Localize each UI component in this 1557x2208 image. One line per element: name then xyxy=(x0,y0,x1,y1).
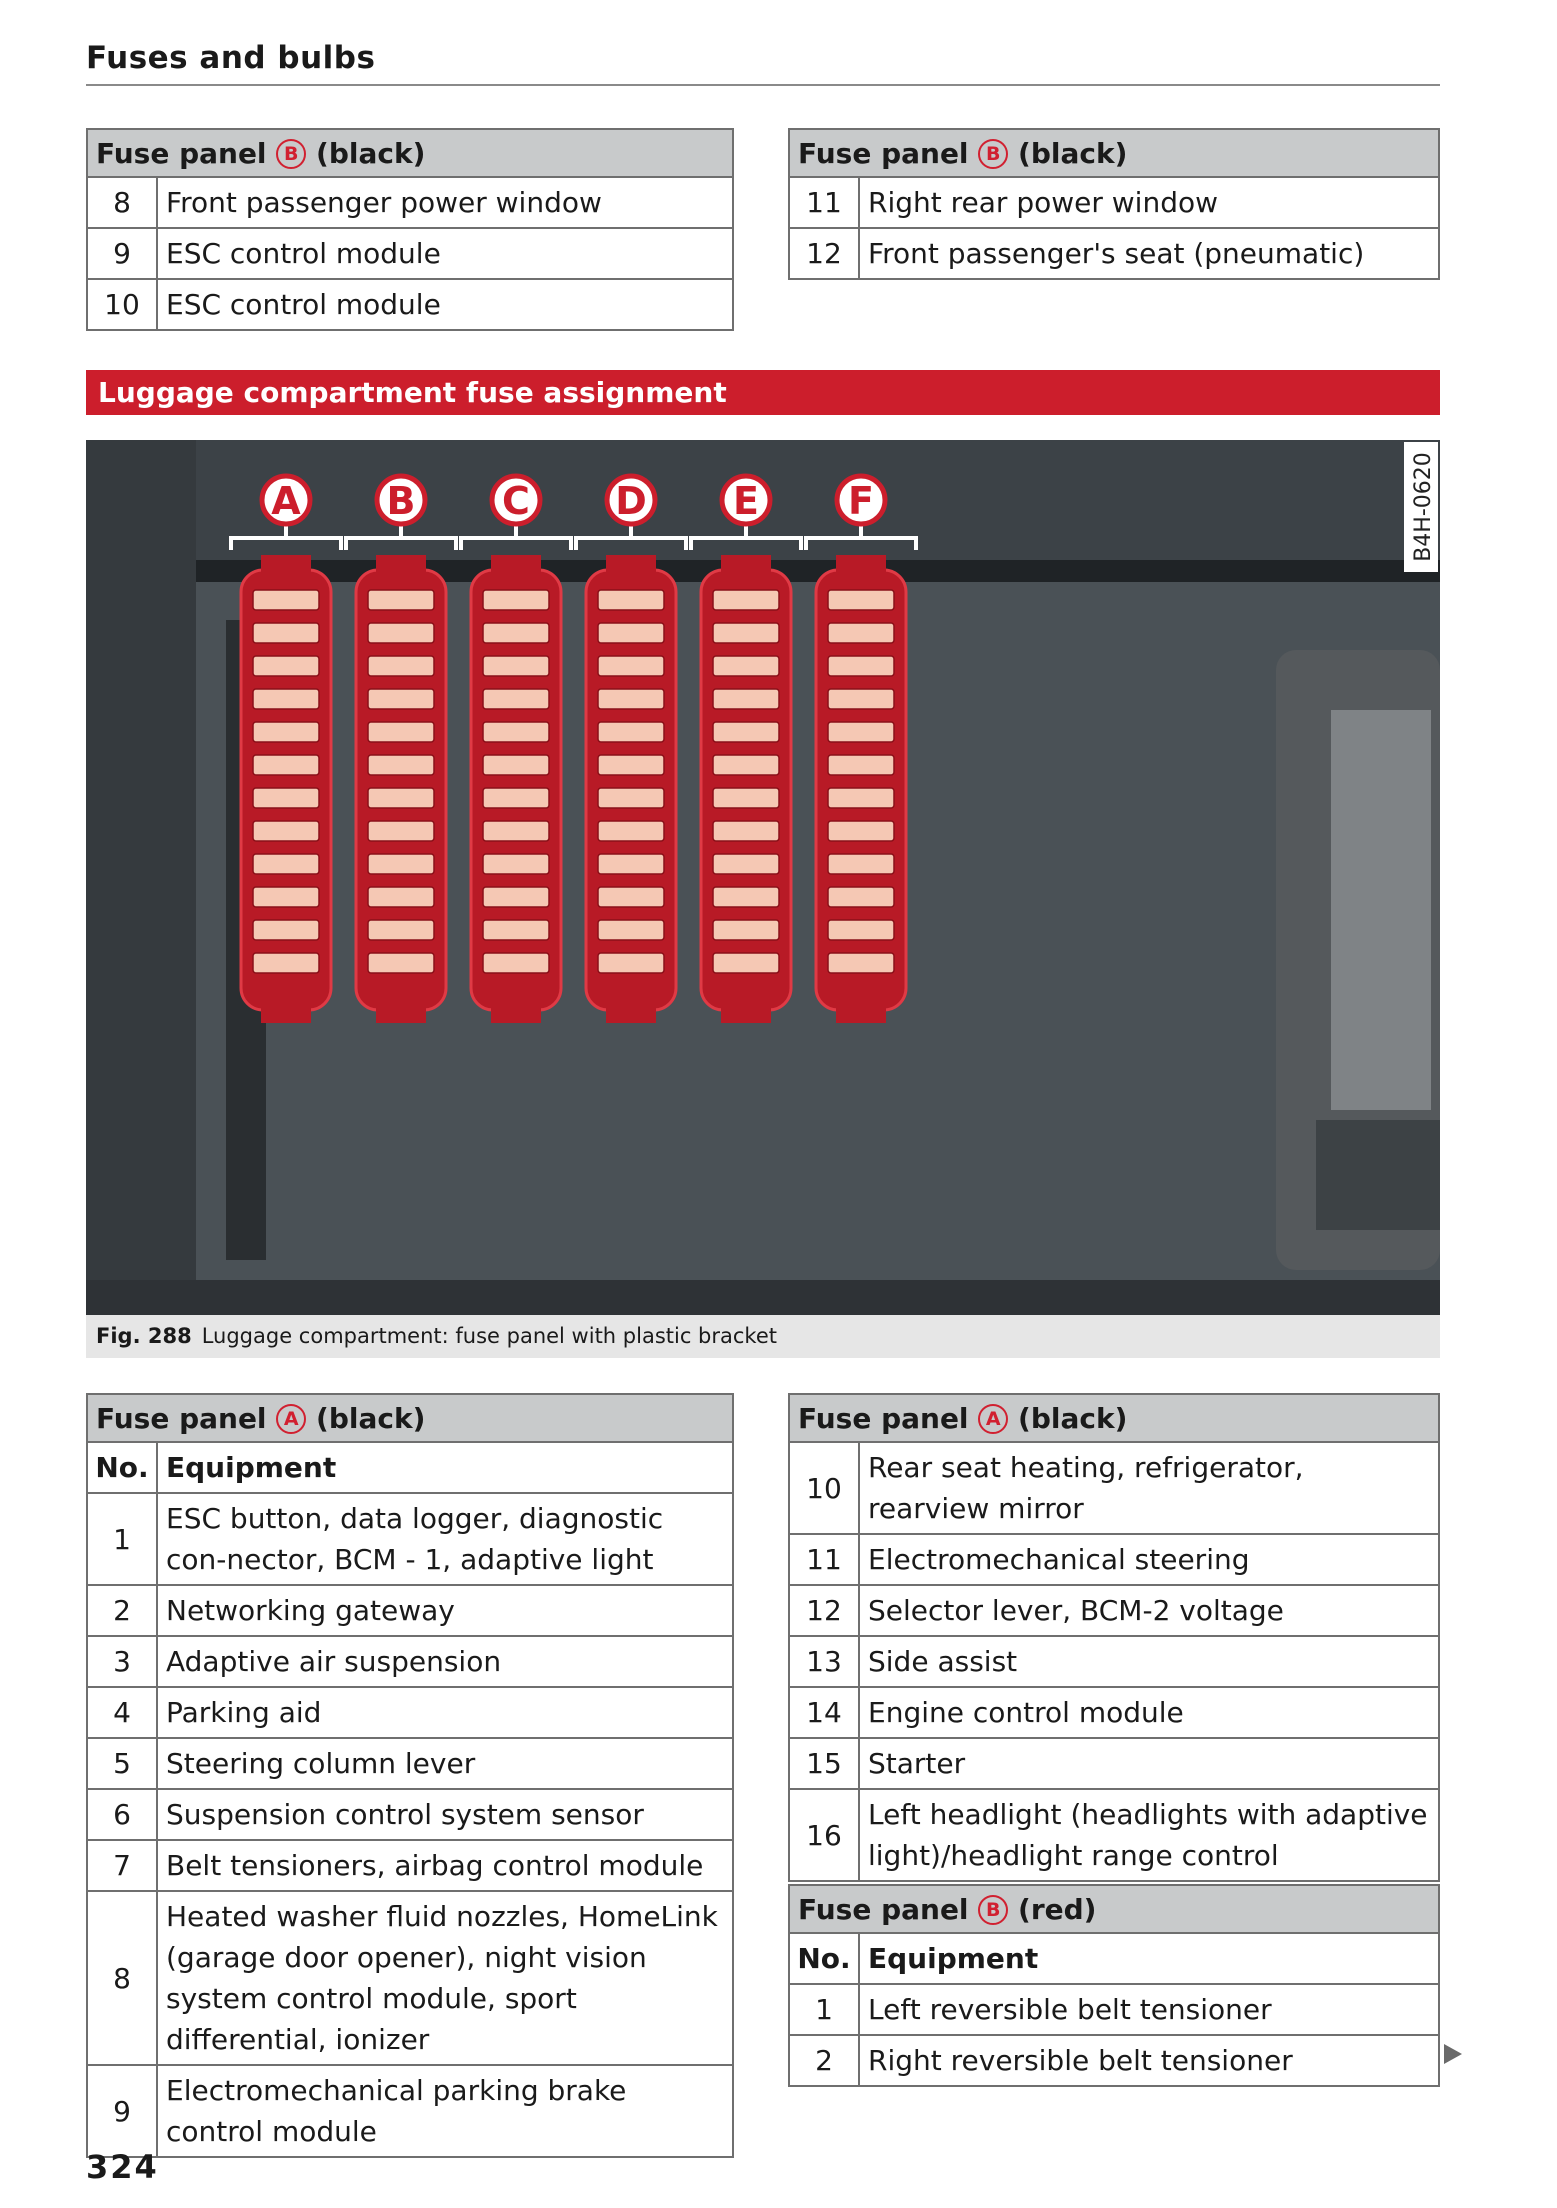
fuse-equipment: Rear seat heating, refrigerator, rearview mirror xyxy=(859,1442,1439,1534)
fuse-table-a-black-left xyxy=(86,1393,734,2158)
column-header-equipment: Equipment xyxy=(157,1442,733,1493)
panel-letter: B xyxy=(386,479,416,523)
figure-caption-text: Luggage compartment: fuse panel with plastic bracket xyxy=(201,1324,777,1348)
fuse-number: 2 xyxy=(789,2035,859,2086)
table-row xyxy=(87,228,733,279)
column-header-no: No. xyxy=(87,1442,157,1493)
fuse-panel-figure xyxy=(86,440,1440,1315)
fuse-number: 13 xyxy=(789,1636,859,1687)
fuse-equipment: Suspension control system sensor xyxy=(157,1789,733,1840)
table-row xyxy=(789,1687,1439,1738)
table-row xyxy=(789,1442,1439,1534)
table-row xyxy=(87,1585,733,1636)
table-title: Fuse panel B (black) xyxy=(789,129,1439,177)
fuse-table-b-black-left xyxy=(86,128,734,331)
panel-badge: A xyxy=(978,1404,1008,1434)
table-header-row xyxy=(87,1394,733,1442)
fuse-number: 11 xyxy=(789,1534,859,1585)
fuse-number: 10 xyxy=(789,1442,859,1534)
fuse-equipment: Adaptive air suspension xyxy=(157,1636,733,1687)
header-divider xyxy=(86,84,1440,86)
panel-badge: A xyxy=(276,1404,306,1434)
panel-letter: C xyxy=(502,479,530,523)
fuse-equipment: Left headlight (headlights with adaptive light)/headlight range control xyxy=(859,1789,1439,1881)
panel-badge: B xyxy=(978,1895,1008,1925)
figure-label: Fig. 288 xyxy=(96,1324,192,1348)
fuse-equipment: Engine control module xyxy=(859,1687,1439,1738)
fuse-table-b-black-right xyxy=(788,128,1440,280)
table-row xyxy=(789,1585,1439,1636)
fuse-equipment: Steering column lever xyxy=(157,1738,733,1789)
fuse-table-b-red xyxy=(788,1884,1440,2087)
fuse-number: 3 xyxy=(87,1636,157,1687)
table-row xyxy=(87,2065,733,2157)
figure-caption xyxy=(86,1315,1440,1358)
panel-badge: B xyxy=(978,139,1008,169)
table-title: Fuse panel B (black) xyxy=(87,129,733,177)
table-title: Fuse panel A (black) xyxy=(789,1394,1439,1442)
fuse-equipment: ESC control module xyxy=(157,279,733,330)
fuse-table-a-black-right xyxy=(788,1393,1440,1882)
fuse-equipment: Electromechanical parking brake control module xyxy=(157,2065,733,2157)
page-number: 324 xyxy=(86,2148,159,2186)
table-title: Fuse panel B (red) xyxy=(789,1885,1439,1933)
continue-arrow-icon xyxy=(1444,2044,1462,2064)
table-row xyxy=(789,177,1439,228)
table-row xyxy=(87,1493,733,1585)
table-row xyxy=(789,1534,1439,1585)
table-header-row xyxy=(789,1394,1439,1442)
table-row xyxy=(789,1738,1439,1789)
fuse-number: 1 xyxy=(789,1984,859,2035)
table-row xyxy=(87,177,733,228)
table-row xyxy=(789,1789,1439,1881)
table-row xyxy=(87,1891,733,2065)
table-row xyxy=(87,1840,733,1891)
fuse-equipment: Side assist xyxy=(859,1636,1439,1687)
fuse-equipment: ESC control module xyxy=(157,228,733,279)
fuse-equipment: Left reversible belt tensioner xyxy=(859,1984,1439,2035)
table-row xyxy=(789,1984,1439,2035)
fuse-number: 12 xyxy=(789,228,859,279)
fuse-number: 14 xyxy=(789,1687,859,1738)
table-row xyxy=(87,1687,733,1738)
table-row xyxy=(87,1738,733,1789)
fuse-number: 6 xyxy=(87,1789,157,1840)
fuse-number: 9 xyxy=(87,2065,157,2157)
column-header-row xyxy=(87,1442,733,1493)
fuse-number: 4 xyxy=(87,1687,157,1738)
table-row xyxy=(789,228,1439,279)
table-row xyxy=(789,2035,1439,2086)
column-header-row xyxy=(789,1933,1439,1984)
fuse-equipment: Networking gateway xyxy=(157,1585,733,1636)
fuse-number: 11 xyxy=(789,177,859,228)
figure-code: B4H-0620 xyxy=(1411,452,1436,562)
panel-letter: D xyxy=(615,479,647,523)
fuse-panel-illustration xyxy=(86,440,1440,1315)
fuse-number: 8 xyxy=(87,177,157,228)
fuse-number: 5 xyxy=(87,1738,157,1789)
fuse-equipment: Heated washer fluid nozzles, HomeLink (garage door opener), night vision system control module, sport differential, ionizer xyxy=(157,1891,733,2065)
fuse-number: 7 xyxy=(87,1840,157,1891)
table-row xyxy=(789,1636,1439,1687)
fuse-equipment: Right rear power window xyxy=(859,177,1439,228)
fuse-number: 10 xyxy=(87,279,157,330)
table-row xyxy=(87,1789,733,1840)
fuse-equipment: Front passenger's seat (pneumatic) xyxy=(859,228,1439,279)
table-row xyxy=(87,1636,733,1687)
fuse-equipment: ESC button, data logger, diagnostic con-nector, BCM - 1, adaptive light xyxy=(157,1493,733,1585)
page-header-title: Fuses and bulbs xyxy=(86,40,376,76)
fuse-equipment: Parking aid xyxy=(157,1687,733,1738)
fuse-number: 12 xyxy=(789,1585,859,1636)
fuse-equipment: Belt tensioners, airbag control module xyxy=(157,1840,733,1891)
table-title: Fuse panel A (black) xyxy=(87,1394,733,1442)
panel-letter: A xyxy=(271,479,301,523)
fuse-number: 2 xyxy=(87,1585,157,1636)
fuse-number: 9 xyxy=(87,228,157,279)
fuse-equipment: Starter xyxy=(859,1738,1439,1789)
table-header-row xyxy=(789,1885,1439,1933)
fuse-equipment: Electromechanical steering xyxy=(859,1534,1439,1585)
table-header-row xyxy=(789,129,1439,177)
table-row xyxy=(87,279,733,330)
fuse-number: 8 xyxy=(87,1891,157,2065)
panel-letter: E xyxy=(733,479,759,523)
fuse-equipment: Right reversible belt tensioner xyxy=(859,2035,1439,2086)
fuse-number: 16 xyxy=(789,1789,859,1881)
panel-badge: B xyxy=(276,139,306,169)
column-header-equipment: Equipment xyxy=(859,1933,1439,1984)
section-heading: Luggage compartment fuse assignment xyxy=(86,370,1440,415)
fuse-number: 15 xyxy=(789,1738,859,1789)
panel-letter: F xyxy=(848,479,874,523)
fuse-equipment: Front passenger power window xyxy=(157,177,733,228)
fuse-equipment: Selector lever, BCM-2 voltage xyxy=(859,1585,1439,1636)
column-header-no: No. xyxy=(789,1933,859,1984)
table-header-row xyxy=(87,129,733,177)
fuse-number: 1 xyxy=(87,1493,157,1585)
